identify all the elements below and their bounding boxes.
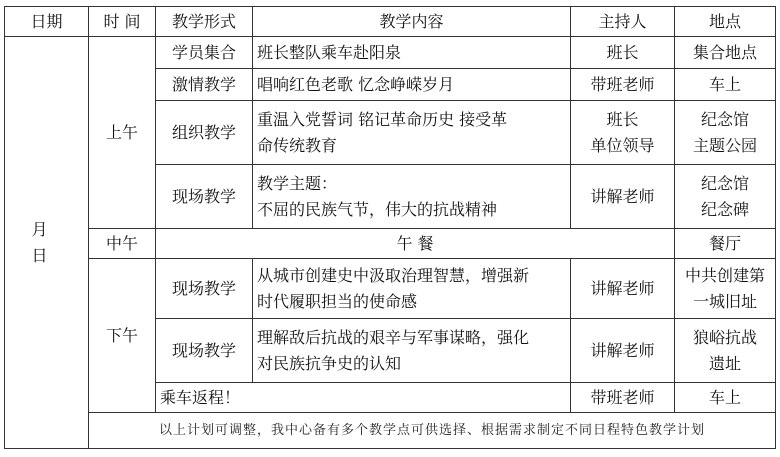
host-cell: 讲解老师 [571,319,675,383]
content-cell: 重温入党誓词 铭记革命历史 接受革 命传统教育 [253,101,571,165]
host-cell: 班长 [571,37,675,69]
header-content: 教学内容 [253,7,571,37]
table-row [5,37,776,69]
place-cell: 车上 [675,69,776,101]
header-row [5,7,776,37]
place-cell: 狼峪抗战 遗址 [675,319,776,383]
morning-label: 上午 [89,37,156,229]
return-place: 车上 [675,383,776,413]
header-date: 日期 [5,7,89,37]
schedule-table [4,6,776,449]
footer-row [5,413,776,449]
header-form: 教学形式 [156,7,253,37]
return-host: 带班老师 [571,383,675,413]
form-cell: 激情教学 [156,69,253,101]
noon-row [5,229,776,259]
place-cell: 集合地点 [675,37,776,69]
content-cell: 从城市创建史中汲取治理智慧，增强新 时代履职担当的使命感 [253,259,571,319]
content-cell: 理解敌后抗战的艰辛与军事谋略，强化 对民族抗争史的认知 [253,319,571,383]
content-cell: 教学主题： 不屈的民族气节，伟大的抗战精神 [253,165,571,229]
header-place: 地点 [675,7,776,37]
form-cell: 现场教学 [156,319,253,383]
place-cell: 纪念馆 纪念碑 [675,165,776,229]
noon-place: 餐厅 [675,229,776,259]
noon-label: 中午 [89,229,156,259]
form-cell: 组织教学 [156,101,253,165]
afternoon-label: 下午 [89,259,156,413]
host-cell: 讲解老师 [571,259,675,319]
content-cell: 唱响红色老歌 忆念峥嵘岁月 [253,69,571,101]
form-cell: 现场教学 [156,259,253,319]
header-time: 时 间 [89,7,156,37]
form-cell: 现场教学 [156,165,253,229]
return-text: 乘车返程！ [156,383,571,413]
date-cell: 月 日 [5,37,89,449]
footer-note: 以上计划可调整，我中心备有多个教学点可供选择、根据需求制定不同日程特色教学计划 [89,413,776,449]
noon-activity: 午 餐 [156,229,675,259]
form-cell: 学员集合 [156,37,253,69]
host-cell: 带班老师 [571,69,675,101]
table-row [5,259,776,319]
host-cell: 班长 单位领导 [571,101,675,165]
header-host: 主持人 [571,7,675,37]
content-cell: 班长整队乘车赴阳泉 [253,37,571,69]
place-cell: 纪念馆 主题公园 [675,101,776,165]
place-cell: 中共创建第 一城旧址 [675,259,776,319]
host-cell: 讲解老师 [571,165,675,229]
